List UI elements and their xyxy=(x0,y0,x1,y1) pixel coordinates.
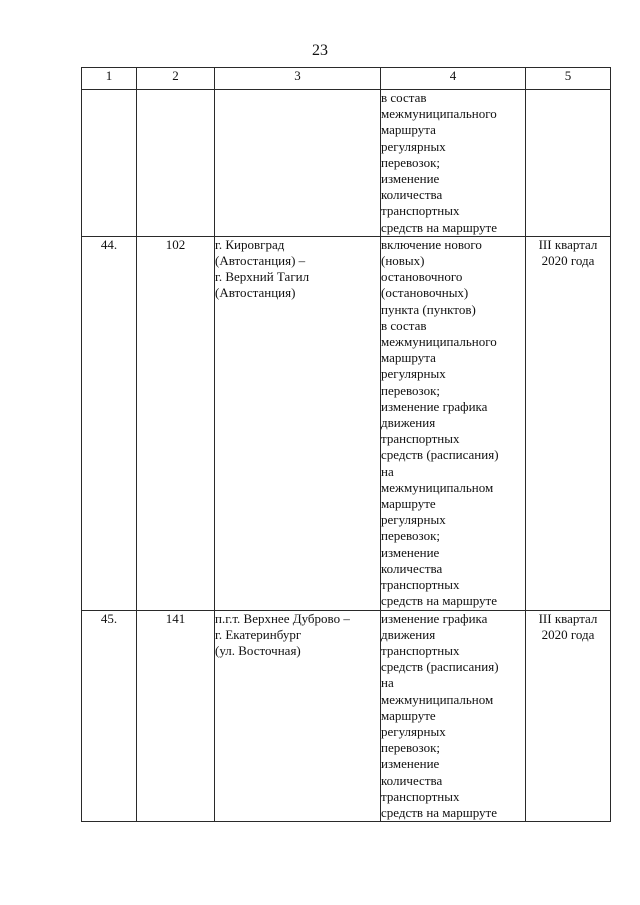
planned-changes-line: на xyxy=(381,675,394,691)
planned-changes-line: количества xyxy=(381,560,443,576)
table-row xyxy=(82,236,611,610)
route-name-line: (Автостанция) xyxy=(215,285,296,301)
column-header-3: 3 xyxy=(215,68,381,90)
deadline-line: 2020 года xyxy=(541,626,595,642)
route-number-cell: 102 xyxy=(137,236,215,610)
route-name-cell xyxy=(215,236,381,610)
planned-changes-line: перевозок; xyxy=(381,740,441,756)
planned-changes-line: количества xyxy=(381,772,443,788)
planned-changes-line: межмуниципального xyxy=(381,106,497,122)
routes-table xyxy=(81,67,611,822)
route-name-line: г. Кировград xyxy=(215,236,285,252)
planned-changes-line: перевозок; xyxy=(381,382,441,398)
planned-changes-line: пункта (пунктов) xyxy=(381,301,476,317)
planned-changes-line: межмуниципальном xyxy=(381,691,494,707)
planned-changes-line: регулярных xyxy=(381,138,446,154)
planned-changes-line: транспортных xyxy=(381,431,460,447)
planned-changes-line: регулярных xyxy=(381,366,446,382)
planned-changes-line: остановочного xyxy=(381,269,463,285)
deadline-line: III квартал xyxy=(538,610,598,626)
planned-changes-line: изменение xyxy=(381,756,440,772)
route-name-line: п.г.т. Верхнее Дуброво – xyxy=(215,610,350,626)
route-name-line: г. Верхний Тагил xyxy=(215,269,310,285)
planned-changes-line: транспортных xyxy=(381,203,460,219)
planned-changes-line: средств (расписания) xyxy=(381,447,499,463)
route-number-cell xyxy=(137,90,215,237)
table-header-row xyxy=(82,68,611,90)
deadline-cell xyxy=(526,236,611,610)
planned-changes-cell xyxy=(381,236,526,610)
route-name-line: г. Екатеринбург xyxy=(215,626,302,642)
planned-changes-line: изменение xyxy=(381,544,440,560)
column-header-5: 5 xyxy=(526,68,611,90)
planned-changes-line: изменение графика xyxy=(381,398,488,414)
planned-changes-line: средств (расписания) xyxy=(381,659,499,675)
planned-changes-line: транспортных xyxy=(381,642,460,658)
planned-changes-line: (новых) xyxy=(381,253,425,269)
planned-changes-line: маршруте xyxy=(381,496,436,512)
planned-changes-line: транспортных xyxy=(381,577,460,593)
deadline-cell xyxy=(526,90,611,237)
route-name-line: (ул. Восточная) xyxy=(215,642,301,658)
planned-changes-line: транспортных xyxy=(381,788,460,804)
planned-changes-line: движения xyxy=(381,415,436,431)
table-row xyxy=(82,610,611,822)
row-number-cell: 45. xyxy=(82,610,137,822)
planned-changes-line: регулярных xyxy=(381,723,446,739)
route-name-cell xyxy=(215,90,381,237)
table-row xyxy=(82,90,611,237)
deadline-line: III квартал xyxy=(538,236,598,252)
column-header-2: 2 xyxy=(137,68,215,90)
planned-changes-line: включение нового xyxy=(381,236,482,252)
column-header-4: 4 xyxy=(381,68,526,90)
planned-changes-line: в состав xyxy=(381,90,427,105)
planned-changes-line: регулярных xyxy=(381,512,446,528)
planned-changes-line: перевозок; xyxy=(381,154,441,170)
planned-changes-line: на xyxy=(381,463,394,479)
deadline-line: 2020 года xyxy=(541,253,595,269)
planned-changes-cell xyxy=(381,90,526,237)
planned-changes-cell xyxy=(381,610,526,822)
planned-changes-line: движения xyxy=(381,626,436,642)
planned-changes-line: средств на маршруте xyxy=(381,219,497,235)
planned-changes-line: маршрута xyxy=(381,122,436,138)
route-name-line: (Автостанция) – xyxy=(215,253,306,269)
planned-changes-line: изменение графика xyxy=(381,610,488,626)
planned-changes-line: (остановочных) xyxy=(381,285,469,301)
route-number-cell: 141 xyxy=(137,610,215,822)
planned-changes-line: межмуниципального xyxy=(381,334,497,350)
row-number-cell: 44. xyxy=(82,236,137,610)
row-number-cell xyxy=(82,90,137,237)
deadline-cell xyxy=(526,610,611,822)
column-header-1: 1 xyxy=(82,68,137,90)
planned-changes-line: маршрута xyxy=(381,350,436,366)
planned-changes-line: межмуниципальном xyxy=(381,479,494,495)
planned-changes-line: количества xyxy=(381,187,443,203)
planned-changes-line: изменение xyxy=(381,171,440,187)
page-number: 23 xyxy=(312,42,328,59)
planned-changes-line: маршруте xyxy=(381,707,436,723)
planned-changes-line: в состав xyxy=(381,317,427,333)
planned-changes-line: средств на маршруте xyxy=(381,593,497,609)
route-name-cell xyxy=(215,610,381,822)
planned-changes-line: перевозок; xyxy=(381,528,441,544)
planned-changes-line: средств на маршруте xyxy=(381,804,497,820)
